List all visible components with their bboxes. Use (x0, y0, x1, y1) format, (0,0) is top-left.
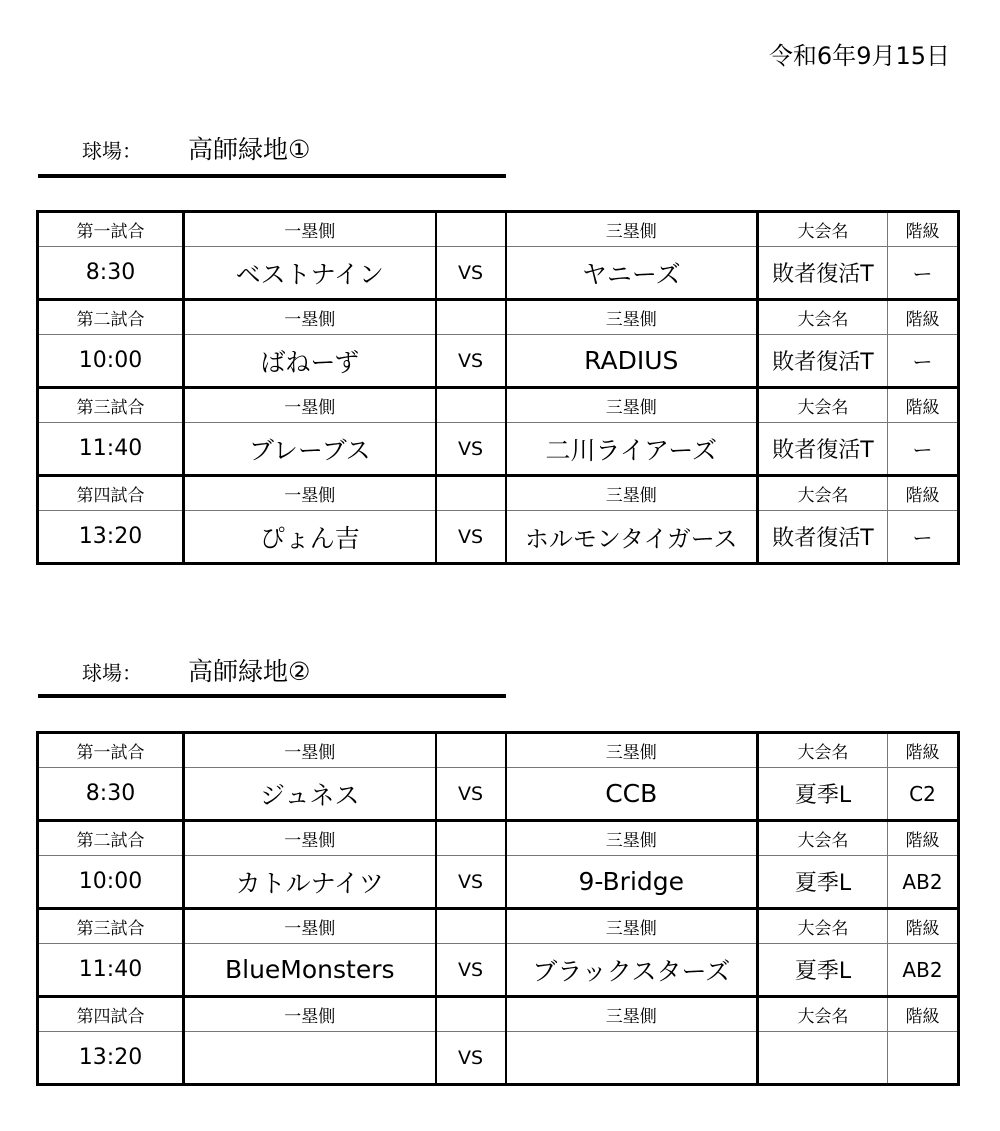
vs-label: VS (436, 856, 506, 909)
game-time: 13:20 (38, 1032, 184, 1085)
game-time: 10:00 (38, 335, 184, 388)
tournament-header: 大会名 (758, 300, 888, 335)
game-header-row (38, 909, 959, 944)
home-side-header: 一塁側 (184, 476, 436, 511)
away-team: ヤニーズ (506, 247, 758, 300)
game-row (38, 768, 959, 821)
round-label: 第一試合 (38, 733, 184, 768)
home-side-header: 一塁側 (184, 909, 436, 944)
away-side-header: 三塁側 (506, 733, 758, 768)
game-row (38, 423, 959, 476)
tournament-name: 夏季L (758, 944, 888, 997)
class-value: AB2 (888, 944, 959, 997)
vs-label: VS (436, 423, 506, 476)
game-header-row (38, 388, 959, 423)
away-side-header: 三塁側 (506, 909, 758, 944)
venue-underline (38, 174, 506, 178)
vs-label: VS (436, 335, 506, 388)
tournament-header: 大会名 (758, 733, 888, 768)
schedule-table (36, 731, 960, 1086)
vs-header-cell (436, 300, 506, 335)
class-header: 階級 (888, 997, 959, 1032)
home-team: カトルナイツ (184, 856, 436, 909)
round-label: 第四試合 (38, 997, 184, 1032)
away-team: 9-Bridge (506, 856, 758, 909)
vs-header-cell (436, 388, 506, 423)
tournament-header: 大会名 (758, 212, 888, 247)
game-row (38, 511, 959, 564)
away-team (506, 1032, 758, 1085)
away-side-header: 三塁側 (506, 300, 758, 335)
class-value (888, 1032, 959, 1085)
class-header: 階級 (888, 300, 959, 335)
game-time: 8:30 (38, 247, 184, 300)
class-value: ー (888, 335, 959, 388)
tournament-header: 大会名 (758, 388, 888, 423)
schedule-table (36, 210, 960, 565)
vs-header-cell (436, 821, 506, 856)
game-time: 13:20 (38, 511, 184, 564)
class-header: 階級 (888, 388, 959, 423)
game-header-row (38, 476, 959, 511)
tournament-name (758, 1032, 888, 1085)
round-label: 第三試合 (38, 909, 184, 944)
class-header: 階級 (888, 212, 959, 247)
class-value: ー (888, 511, 959, 564)
document-date: 令和6年9月15日 (768, 42, 950, 70)
away-team: CCB (506, 768, 758, 821)
tournament-header: 大会名 (758, 997, 888, 1032)
game-header-row (38, 212, 959, 247)
class-header: 階級 (888, 909, 959, 944)
venue-heading (82, 130, 310, 166)
vs-header-cell (436, 733, 506, 768)
tournament-name: 夏季L (758, 856, 888, 909)
vs-header-cell (436, 476, 506, 511)
home-side-header: 一塁側 (184, 388, 436, 423)
home-team (184, 1032, 436, 1085)
home-team: ブレーブス (184, 423, 436, 476)
tournament-header: 大会名 (758, 821, 888, 856)
home-team: ばねーず (184, 335, 436, 388)
away-side-header: 三塁側 (506, 821, 758, 856)
home-team: BlueMonsters (184, 944, 436, 997)
home-side-header: 一塁側 (184, 212, 436, 247)
vs-label: VS (436, 511, 506, 564)
away-side-header: 三塁側 (506, 212, 758, 247)
game-header-row (38, 821, 959, 856)
class-header: 階級 (888, 821, 959, 856)
home-team: ベストナイン (184, 247, 436, 300)
round-label: 第二試合 (38, 821, 184, 856)
home-team: ジュネス (184, 768, 436, 821)
vs-label: VS (436, 1032, 506, 1085)
venue-name: 高師緑地② (188, 657, 311, 686)
class-header: 階級 (888, 476, 959, 511)
away-team: RADIUS (506, 335, 758, 388)
tournament-name: 敗者復活T (758, 247, 888, 300)
vs-header-cell (436, 909, 506, 944)
class-value: ー (888, 423, 959, 476)
home-side-header: 一塁側 (184, 821, 436, 856)
game-time: 8:30 (38, 768, 184, 821)
class-value: ー (888, 247, 959, 300)
game-header-row (38, 300, 959, 335)
tournament-name: 敗者復活T (758, 423, 888, 476)
game-row (38, 335, 959, 388)
round-label: 第一試合 (38, 212, 184, 247)
home-team: ぴょん吉 (184, 511, 436, 564)
tournament-name: 夏季L (758, 768, 888, 821)
vs-header-cell (436, 212, 506, 247)
home-side-header: 一塁側 (184, 997, 436, 1032)
tournament-header: 大会名 (758, 476, 888, 511)
venue-name: 高師緑地① (188, 135, 311, 164)
venue-label: 球場： (82, 661, 142, 685)
class-value: C2 (888, 768, 959, 821)
game-header-row (38, 733, 959, 768)
tournament-name: 敗者復活T (758, 511, 888, 564)
game-row (38, 856, 959, 909)
game-time: 11:40 (38, 944, 184, 997)
game-time: 11:40 (38, 423, 184, 476)
class-value: AB2 (888, 856, 959, 909)
tournament-header: 大会名 (758, 909, 888, 944)
game-row (38, 247, 959, 300)
class-header: 階級 (888, 733, 959, 768)
home-side-header: 一塁側 (184, 300, 436, 335)
game-row (38, 944, 959, 997)
away-team: ホルモンタイガース (506, 511, 758, 564)
game-header-row (38, 997, 959, 1032)
venue-underline (38, 694, 506, 698)
venue-label: 球場： (82, 139, 142, 163)
away-side-header: 三塁側 (506, 388, 758, 423)
round-label: 第三試合 (38, 388, 184, 423)
vs-label: VS (436, 247, 506, 300)
game-row (38, 1032, 959, 1085)
away-team: 二川ライアーズ (506, 423, 758, 476)
home-side-header: 一塁側 (184, 733, 436, 768)
round-label: 第二試合 (38, 300, 184, 335)
vs-header-cell (436, 997, 506, 1032)
vs-label: VS (436, 944, 506, 997)
vs-label: VS (436, 768, 506, 821)
away-team: ブラックスターズ (506, 944, 758, 997)
game-time: 10:00 (38, 856, 184, 909)
venue-heading (82, 652, 310, 688)
away-side-header: 三塁側 (506, 997, 758, 1032)
tournament-name: 敗者復活T (758, 335, 888, 388)
round-label: 第四試合 (38, 476, 184, 511)
away-side-header: 三塁側 (506, 476, 758, 511)
